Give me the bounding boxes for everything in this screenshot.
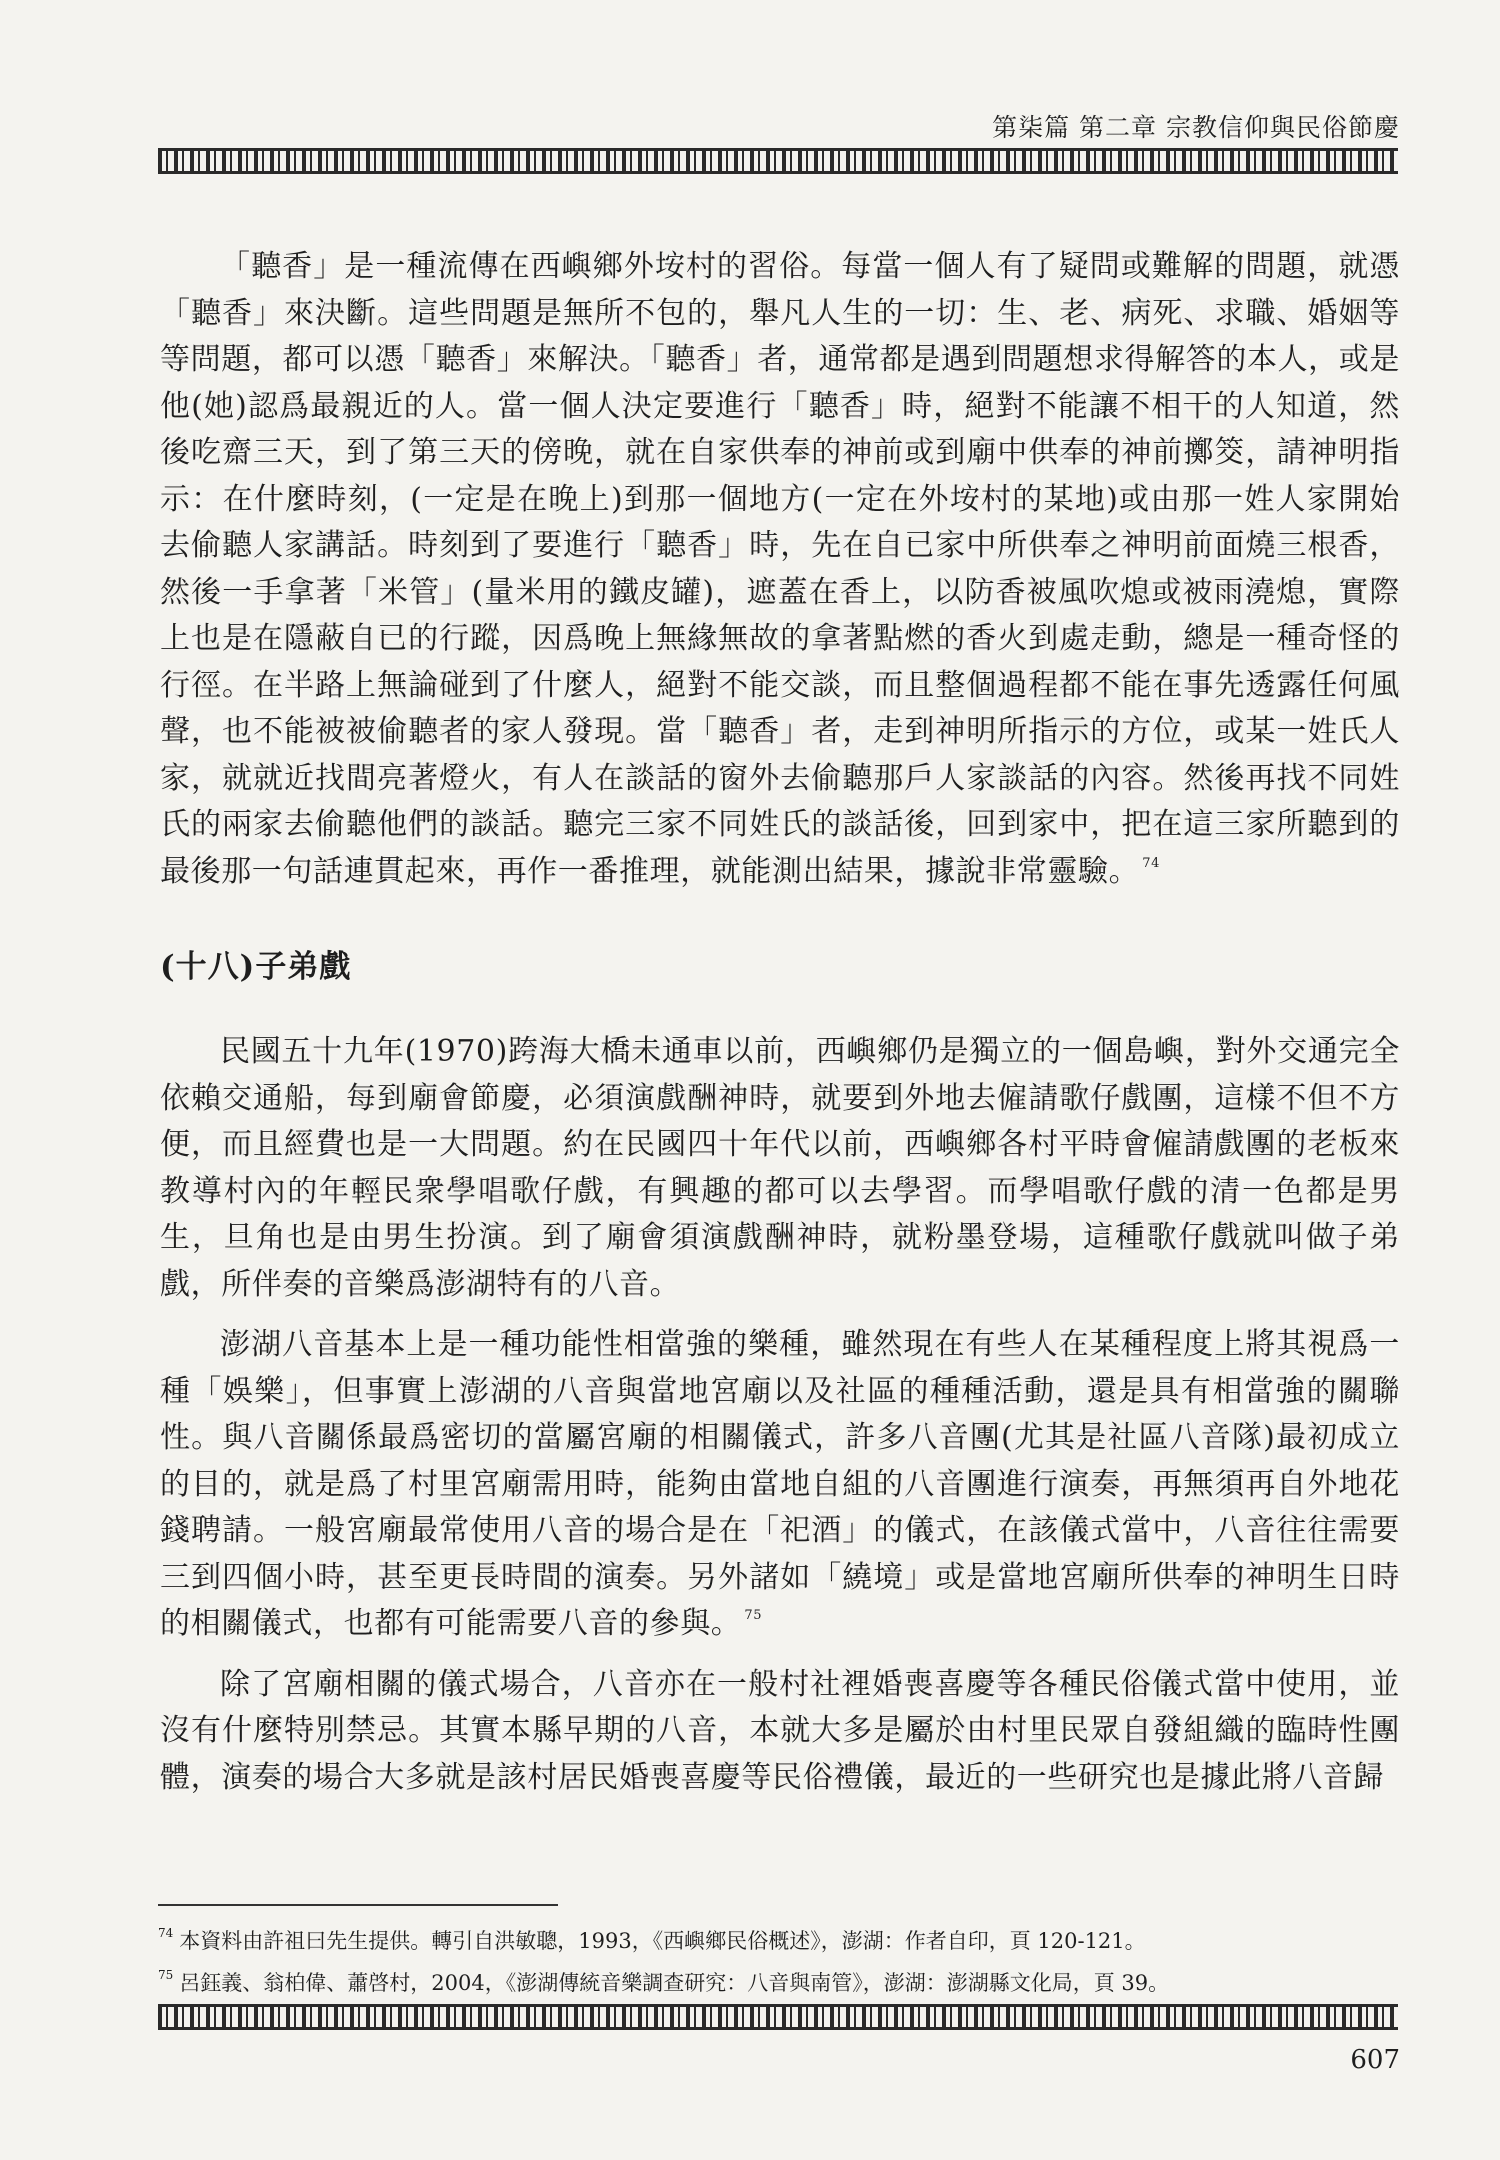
paragraph-zidi-xi: 民國五十九年(1970)跨海大橋未通車以前，西嶼鄉仍是獨立的一個島嶼，對外交通完全依賴交通船，每到廟會節慶，必須演戲酬神時，就要到外地去僱請歌仔戲團，這樣不但不方便，而且經費也是一大問題。約在民國四十年代以前，西嶼鄉各村平時會僱請戲團的老板來教導村內的年輕民衆學唱歌仔戲，有興趣的都可以去學習。而學唱歌仔戲的清一色都是男生，旦角也是由男生扮演。到了廟會須演戲酬神時，就粉墨登場，這種歌仔戲就叫做子弟戲，所伴奏的音樂爲澎湖特有的八音。 bbox=[160, 1034, 1400, 1302]
decorative-border-top bbox=[158, 148, 1398, 174]
footnote-number: 74 bbox=[158, 1926, 174, 1940]
footnote-text: 本資料由許祖曰先生提供。轉引自洪敏聰，1993，《西嶼鄉民俗概述》，澎湖：作者自印，頁 120-121。 bbox=[179, 1929, 1146, 1953]
paragraph-ting-xiang bbox=[160, 244, 1400, 895]
running-head: 第柒篇 第二章 宗教信仰與民俗節慶 bbox=[992, 113, 1400, 142]
decorative-border-bottom bbox=[158, 2004, 1398, 2030]
footnote-text: 呂鈺義、翁柏偉、蕭啓村，2004，《澎湖傳統音樂調查研究：八音與南管》，澎湖：澎湖縣文化局，頁 39。 bbox=[179, 1971, 1170, 1995]
paragraph-rituals: 除了宮廟相關的儀式場合，八音亦在一般村社裡婚喪喜慶等各種民俗儀式當中使用，並沒有什麼特別禁忌。其實本縣早期的八音，本就大多是屬於由村里民眾自發組織的臨時性團體，演奏的場合大多就是該村居民婚喪喜慶等民俗禮儀，最近的一些研究也是據此將八音歸 bbox=[160, 1666, 1400, 1795]
page-number: 607 bbox=[1350, 2045, 1400, 2075]
footnote bbox=[158, 1958, 1408, 2000]
footnote-rule bbox=[158, 1904, 558, 1906]
footnotes bbox=[158, 1916, 1408, 2000]
footnote-marker: 75 bbox=[744, 1608, 763, 1623]
footnote bbox=[158, 1916, 1408, 1958]
footnote-number: 75 bbox=[158, 1968, 174, 1982]
footnote-marker: 74 bbox=[1142, 855, 1160, 871]
paragraph-text: 「聽香」是一種流傳在西嶼鄉外垵村的習俗。每當一個人有了疑問或難解的問題，就憑「聽香」來決斷。這些問題是無所不包的，舉凡人生的一切：生、老、病死、求職、婚姻等等問題，都可以憑「聽香」來解決。「聽香」者，通常都是遇到問題想求得解答的本人，或是他(她)認爲最親近的人。當一個人決定要進行「聽香」時，絕對不能讓不相干的人知道，然後吃齋三天，到了第三天的傍晚，就在自家供奉的神前或到廟中供奉的神前擲筊，請神明指示：在什麼時刻，(一定是在晚上)到那一個地方(一定在外垵村的某地)或由那一姓人家開始去偷聽人家講話。時刻到了要進行「聽香」時，先在自已家中所供奉之神明前面燒三根香，然後一手拿著「米管」(量米用的鐵皮罐)，遮蓋在香上，以防香被風吹熄或被雨澆熄，實際上也是在隱蔽自已的行蹤，因爲晚上無緣無故的拿著點燃的香火到處走動，總是一種奇怪的行徑。在半路上無論碰到了什麼人，絕對不能交談，而且整個過程都不能在事先透露任何風聲，也不能被被偷聽者的家人發現。當「聽香」者，走到神明所指示的方位，或某一姓氏人家，就就近找間亮著燈火，有人在談話的窗外去偷聽那戶人家談話的內容。然後再找不同姓氏的兩家去偷聽他們的談話。聽完三家不同姓氏的談話後，回到家中，把在這三家所聽到的最後那一句話連貫起來，再作一番推理，就能測出結果，據說非常靈驗。 bbox=[160, 249, 1400, 889]
body-text bbox=[160, 244, 1400, 1801]
paragraph-text: 澎湖八音基本上是一種功能性相當強的樂種，雖然現在有些人在某種程度上將其視爲一種「娛樂」，但事實上澎湖的八音與當地宮廟以及社區的種種活動，還是具有相當強的關聯性。與八音關係最爲密切的當屬宮廟的相關儀式，許多八音團(尤其是社區八音隊)最初成立的目的，就是爲了村里宮廟需用時，能夠由當地自組的八音團進行演奏，再無須再自外地花錢聘請。一般宮廟最常使用八音的場合是在「祀酒」的儀式，在該儀式當中，八音往往需要三到四個小時，甚至更長時間的演奏。另外諸如「繞境」或是當地宮廟所供奉的神明生日時的相關儀式，也都有可能需要八音的參與。 bbox=[160, 1327, 1400, 1641]
section-heading: (十八)子弟戲 bbox=[160, 949, 352, 985]
paragraph-baiyin bbox=[160, 1322, 1400, 1648]
